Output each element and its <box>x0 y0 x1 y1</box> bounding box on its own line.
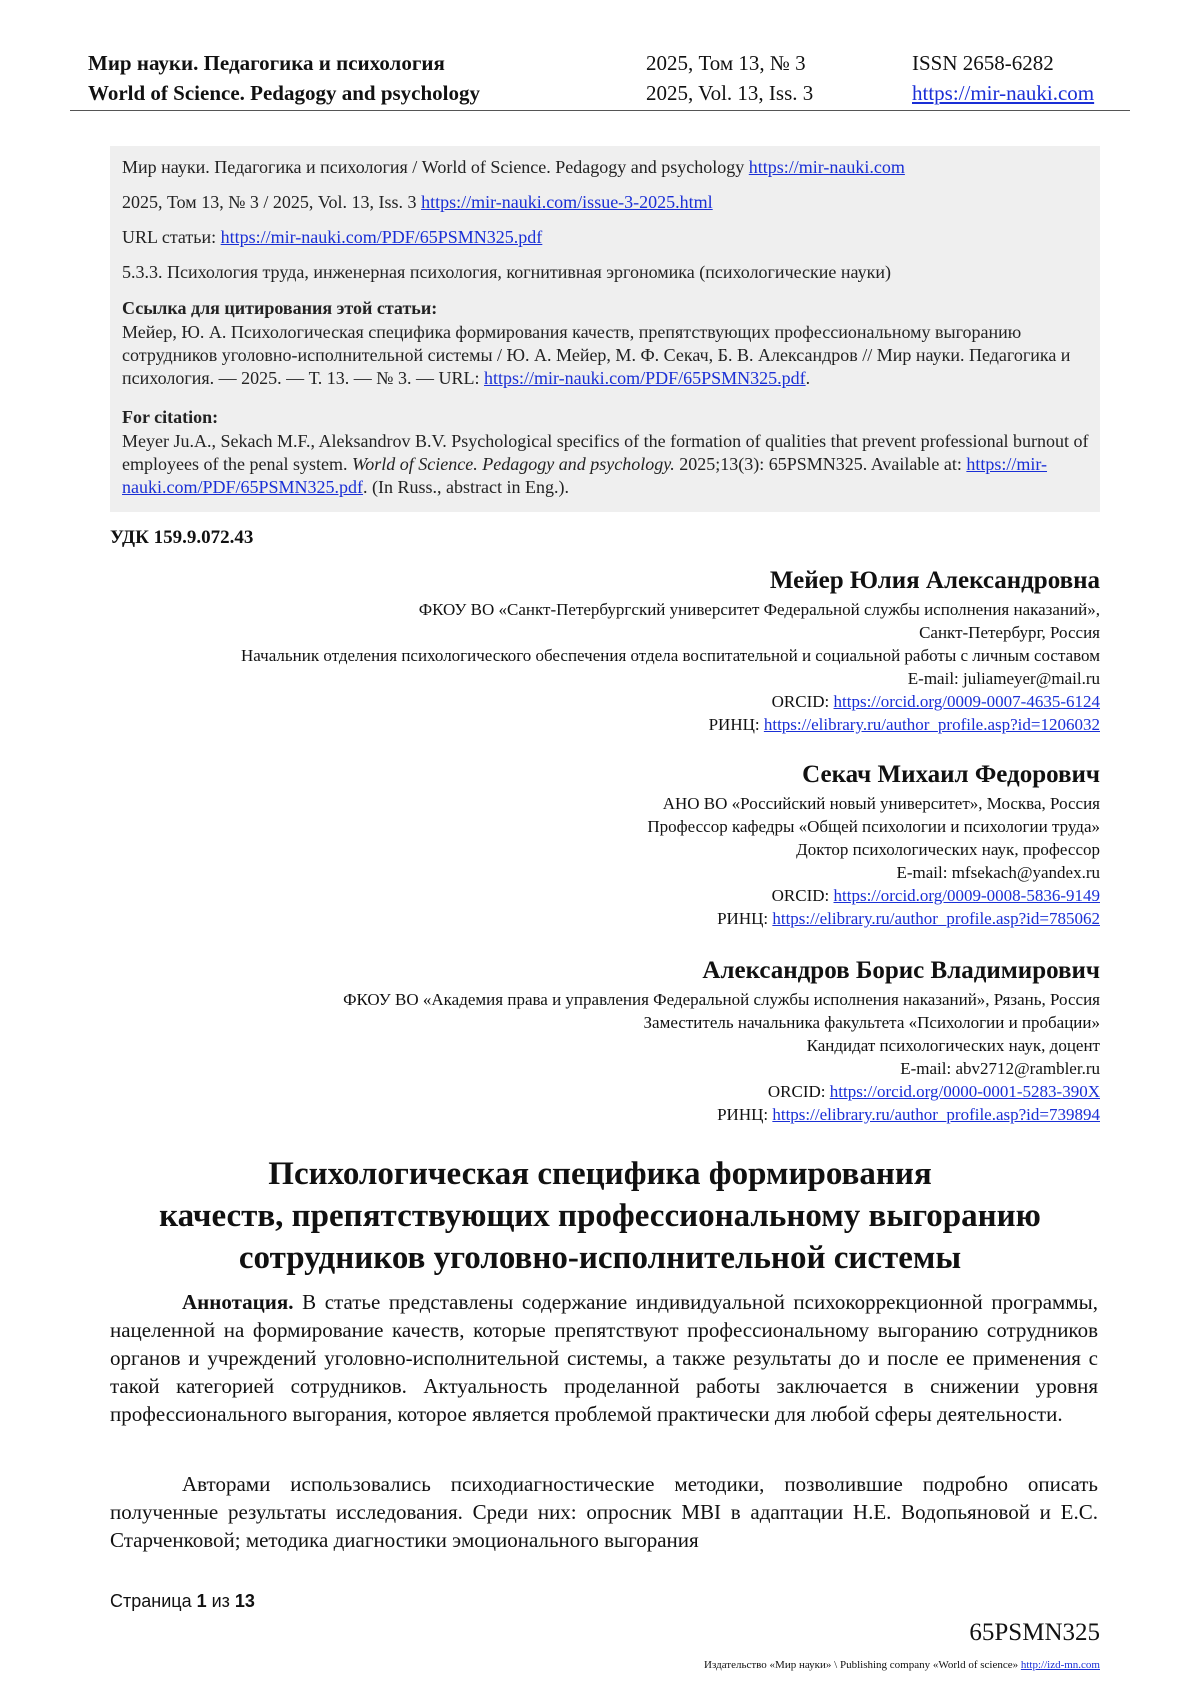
info-issue-line: 2025, Том 13, № 3 / 2025, Vol. 13, Iss. 3 https://mir-nauki.com/issue-3-2025.html <box>122 192 713 212</box>
info-issue-link[interactable]: https://mir-nauki.com/issue-3-2025.html <box>421 192 713 212</box>
info-article-link[interactable]: https://mir-nauki.com/PDF/65PSMN325.pdf <box>220 227 543 247</box>
author-email: E-mail: juliameyer@mail.ru <box>907 669 1100 688</box>
author-affiliation: ФКОУ ВО «Санкт-Петербургский университет Федеральной службы исполнения наказаний», <box>418 600 1100 619</box>
info-url-line: URL статьи: https://mir-nauki.com/PDF/65PSMN325.pdf <box>122 227 543 247</box>
journal-title-en: World of Science. Pedagogy and psychology <box>88 81 481 105</box>
cite-ru-text: Мейер, Ю. А. Психологическая специфика формирования качеств, препятствующих профессиональному выгоранию сотрудников уголовно-исполнительной системы / Ю. А. Мейер, М. Ф. Секач, Б. В. Александров // Мир науки. Педагогика и психология. — 2025. — Т. 13. — № 3. — URL: https://mir-nauki.com/PDF/65PSMN325.pdf. <box>122 322 1071 388</box>
abstract-label: Аннотация. <box>182 1290 294 1314</box>
cite-ru-heading: Ссылка для цитирования этой статьи: <box>122 298 438 318</box>
info-journal-line: Мир науки. Педагогика и психология / World of Science. Pedagogy and psychology https://mir-nauki.com <box>122 157 905 177</box>
site-link[interactable]: https://mir-nauki.com <box>912 81 1095 105</box>
author-email: E-mail: mfsekach@yandex.ru <box>896 863 1100 882</box>
author-name: Александров Борис Владимирович <box>702 957 1100 984</box>
author-rinc: РИНЦ: https://elibrary.ru/author_profile.asp?id=739894 <box>717 1105 1100 1124</box>
info-journal-link[interactable]: https://mir-nauki.com <box>748 157 905 177</box>
orcid-link[interactable]: https://orcid.org/0009-0007-4635-6124 <box>833 692 1100 711</box>
volume-ru: 2025, Том 13, № 3 <box>646 51 806 75</box>
author-name: Секач Михаил Федорович <box>802 761 1100 788</box>
author-orcid: ORCID: https://orcid.org/0009-0007-4635-6124 <box>771 692 1100 711</box>
author-email: E-mail: abv2712@rambler.ru <box>900 1059 1100 1078</box>
article-code: 65PSMN325 <box>969 1619 1100 1646</box>
page-number: Страница 1 из 13 <box>110 1591 255 1611</box>
cite-en-heading: For citation: <box>122 407 219 427</box>
author-city: Санкт-Петербург, Россия <box>919 623 1100 642</box>
article-title: Психологическая специфика формирования качеств, препятствующих профессиональному выгоранию сотрудников уголовно-исполнительной системы <box>159 1156 1041 1276</box>
rinc-link[interactable]: https://elibrary.ru/author_profile.asp?id=785062 <box>772 909 1100 928</box>
orcid-link[interactable]: https://orcid.org/0009-0008-5836-9149 <box>833 886 1100 905</box>
author-rinc: РИНЦ: https://elibrary.ru/author_profile.asp?id=1206032 <box>708 715 1100 734</box>
author-affiliation: АНО ВО «Российский новый университет», Москва, Россия <box>662 794 1100 813</box>
methods-paragraph: Авторами использовались психодиагностические методики, позволившие подробно описать полученные результаты исследования. Среди них: опросник MBI в адаптации Н.Е. Водопьяновой и Е.С. Старченковой; методика диагностики эмоционального выгорания <box>110 1472 1098 1552</box>
issn: ISSN 2658-6282 <box>912 51 1054 75</box>
author-affiliation: ФКОУ ВО «Академия права и управления Федеральной службы исполнения наказаний», Рязань, Россия <box>343 990 1100 1009</box>
header-divider <box>70 110 1130 111</box>
cite-ru-link[interactable]: https://mir-nauki.com/PDF/65PSMN325.pdf <box>483 368 806 388</box>
author-orcid: ORCID: https://orcid.org/0000-0001-5283-390X <box>767 1082 1100 1101</box>
author-position: Заместитель начальника факультета «Психологии и пробации» <box>643 1013 1100 1032</box>
cite-en-link[interactable]: https://mir-nauki.com/PDF/65PSMN325.pdf <box>122 454 1048 497</box>
abstract-paragraph: Аннотация. В статье представлены содержание индивидуальной психокоррекционной программы, нацеленной на формирование качеств, которые препятствуют профессиональному выгоранию сотрудников органов и учреждений уголовно-исполнительной системы, а также результаты до и после ее применения с такой категорией сотрудников. Актуальность проделанной работы заключается в снижении уровня профессионального выгорания, которое является проблемой практически для любой сферы деятельности. <box>110 1290 1098 1426</box>
author-position: Начальник отделения психологического обеспечения отдела воспитательной и социальной работы с личным составом <box>241 646 1100 665</box>
info-specialty-line: 5.3.3. Психология труда, инженерная психология, когнитивная эргономика (психологические науки) <box>122 262 891 282</box>
author-rinc: РИНЦ: https://elibrary.ru/author_profile.asp?id=785062 <box>717 909 1100 928</box>
rinc-link[interactable]: https://elibrary.ru/author_profile.asp?id=1206032 <box>763 715 1100 734</box>
cite-en-text: Meyer Ju.A., Sekach M.F., Aleksandrov B.V. Psychological specifics of the formation of qualities that prevent professional burnout of employees of the penal system. World of Science. Pedagogy and psychology. 2025;13(3): 65PSMN325. Available at: https://mir-nauki.com/PDF/65PSMN325.pdf. (In Russ., abstract in Eng.). <box>122 431 1089 497</box>
author-block-2 <box>647 758 1100 930</box>
volume-en: 2025, Vol. 13, Iss. 3 <box>646 81 814 105</box>
publisher-link[interactable]: http://izd-mn.com <box>1020 1659 1100 1671</box>
author-degree: Кандидат психологических наук, доцент <box>806 1036 1100 1055</box>
journal-title-ru: Мир науки. Педагогика и психология <box>88 51 445 75</box>
author-orcid: ORCID: https://orcid.org/0009-0008-5836-9149 <box>771 886 1100 905</box>
citation-info-box <box>110 146 1100 512</box>
author-block-3 <box>343 954 1100 1126</box>
author-degree: Доктор психологических наук, профессор <box>796 840 1100 859</box>
author-block-1 <box>241 564 1100 736</box>
publisher-line: Издательство «Мир науки» \ Publishing company «World of science» http://izd-mn.com <box>704 1659 1100 1671</box>
udk-code: УДК 159.9.072.43 <box>110 527 254 548</box>
author-position: Профессор кафедры «Общей психологии и психологии труда» <box>647 817 1100 836</box>
rinc-link[interactable]: https://elibrary.ru/author_profile.asp?id=739894 <box>772 1105 1100 1124</box>
author-name: Мейер Юлия Александровна <box>769 567 1100 594</box>
orcid-link[interactable]: https://orcid.org/0000-0001-5283-390X <box>829 1082 1100 1101</box>
